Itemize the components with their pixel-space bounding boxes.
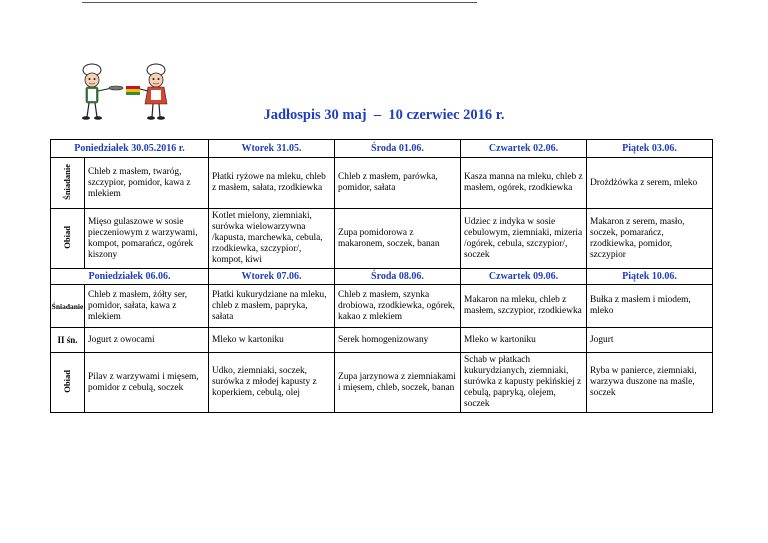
week2-header-row (51, 269, 713, 285)
menu-table (50, 139, 713, 413)
week2-day-2: Środa 08.06. (335, 269, 461, 285)
meal-cell: Mięso gulaszowe w sosie pieczeniowym z warzywami, kompot, pomarańcz, ogórek kiszony (85, 209, 209, 269)
meal-cell: Udko, ziemniaki, soczek, surówka z młodej kapusty z koperkiem, cebulą, olej (209, 353, 335, 413)
week1-lunch-row (51, 209, 713, 269)
row-label (51, 158, 85, 209)
meal-cell: Płatki ryżowe na mleku, chleb z masłem, sałata, rzodkiewka (209, 158, 335, 209)
meal-cell: Makaron na mleku, chleb z masłem, szczypior, rzodkiewka (461, 285, 587, 328)
meal-cell: Bułka z masłem i miodem, mleko (587, 285, 713, 328)
meal-cell: Chleb z masłem, szynka drobiowa, rzodkiewka, ogórek, kakao z mlekiem (335, 285, 461, 328)
meal-cell: Jogurt z owocami (85, 328, 209, 353)
row-label: Śniadanie (51, 285, 85, 328)
row-label-text: Śniadanie (62, 163, 72, 200)
week1-breakfast-row (51, 158, 713, 209)
row-label-text: Obiad (62, 225, 72, 249)
meal-cell: Makaron z serem, masło, soczek, pomarańcz, rzodkiewka, pomidor, szczypior (587, 209, 713, 269)
meal-cell: Serek homogenizowany (335, 328, 461, 353)
row-label (51, 209, 85, 269)
meal-cell: Jogurt (587, 328, 713, 353)
week2-day-3: Czwartek 09.06. (461, 269, 587, 285)
week2-day-1: Wtorek 07.06. (209, 269, 335, 285)
week1-day-1: Wtorek 31.05. (209, 140, 335, 158)
meal-cell: Chleb z masłem, żółty ser, pomidor, sałata, kawa z mlekiem (85, 285, 209, 328)
meal-cell: Zupa pomidorowa z makaronem, soczek, banan (335, 209, 461, 269)
meal-cell: Schab w płatkach kukurydzianych, ziemniaki, surówka z kapusty pekińskiej z cebulą, papryką, olejem, soczek (461, 353, 587, 413)
meal-cell: Pilav z warzywami i mięsem, pomidor z cebulą, soczek (85, 353, 209, 413)
week1-day-3: Czwartek 02.06. (461, 140, 587, 158)
week2-second-breakfast-row (51, 328, 713, 353)
week1-header-row (51, 140, 713, 158)
week1-day-4: Piątek 03.06. (587, 140, 713, 158)
row-label-text: Obiad (62, 369, 72, 393)
meal-cell: Drożdżówka z serem, mleko (587, 158, 713, 209)
week2-day-0: Poniedziałek 06.06. (51, 269, 209, 285)
meal-cell: Zupa jarzynowa z ziemniakami i mięsem, chleb, soczek, banan (335, 353, 461, 413)
meal-cell: Kotlet mielony, ziemniaki, surówka wielowarzywna /kapusta, marchewka, cebula, rzodkiewka, szczypior/, kompot, kiwi (209, 209, 335, 269)
row-label: II śn. (51, 328, 85, 353)
meal-cell: Ryba w panierce, ziemniaki, warzywa duszone na maśle, soczek (587, 353, 713, 413)
meal-cell: Kasza manna na mleku, chleb z masłem, ogórek, rzodkiewka (461, 158, 587, 209)
row-label (51, 353, 85, 413)
meal-cell: Płatki kukurydziane na mleku, chleb z masłem, papryka, sałata (209, 285, 335, 328)
meal-cell: Udziec z indyka w sosie cebulowym, ziemniaki, mizeria /ogórek, cebula, szczypior/, soczek (461, 209, 587, 269)
week2-lunch-row (51, 353, 713, 413)
week2-day-4: Piątek 10.06. (587, 269, 713, 285)
week1-day-2: Środa 01.06. (335, 140, 461, 158)
meal-cell: Chleb z masłem, parówka, pomidor, sałata (335, 158, 461, 209)
week1-day-0: Poniedziałek 30.05.2016 r. (51, 140, 209, 158)
top-rule (82, 2, 477, 3)
meal-cell: Mleko w kartoniku (461, 328, 587, 353)
week2-breakfast-row (51, 285, 713, 328)
meal-cell: Chleb z masłem, twaróg, szczypior, pomidor, kawa z mlekiem (85, 158, 209, 209)
meal-cell: Mleko w kartoniku (209, 328, 335, 353)
page-title: Jadłospis 30 maj – 10 czerwiec 2016 r. (263, 107, 505, 123)
